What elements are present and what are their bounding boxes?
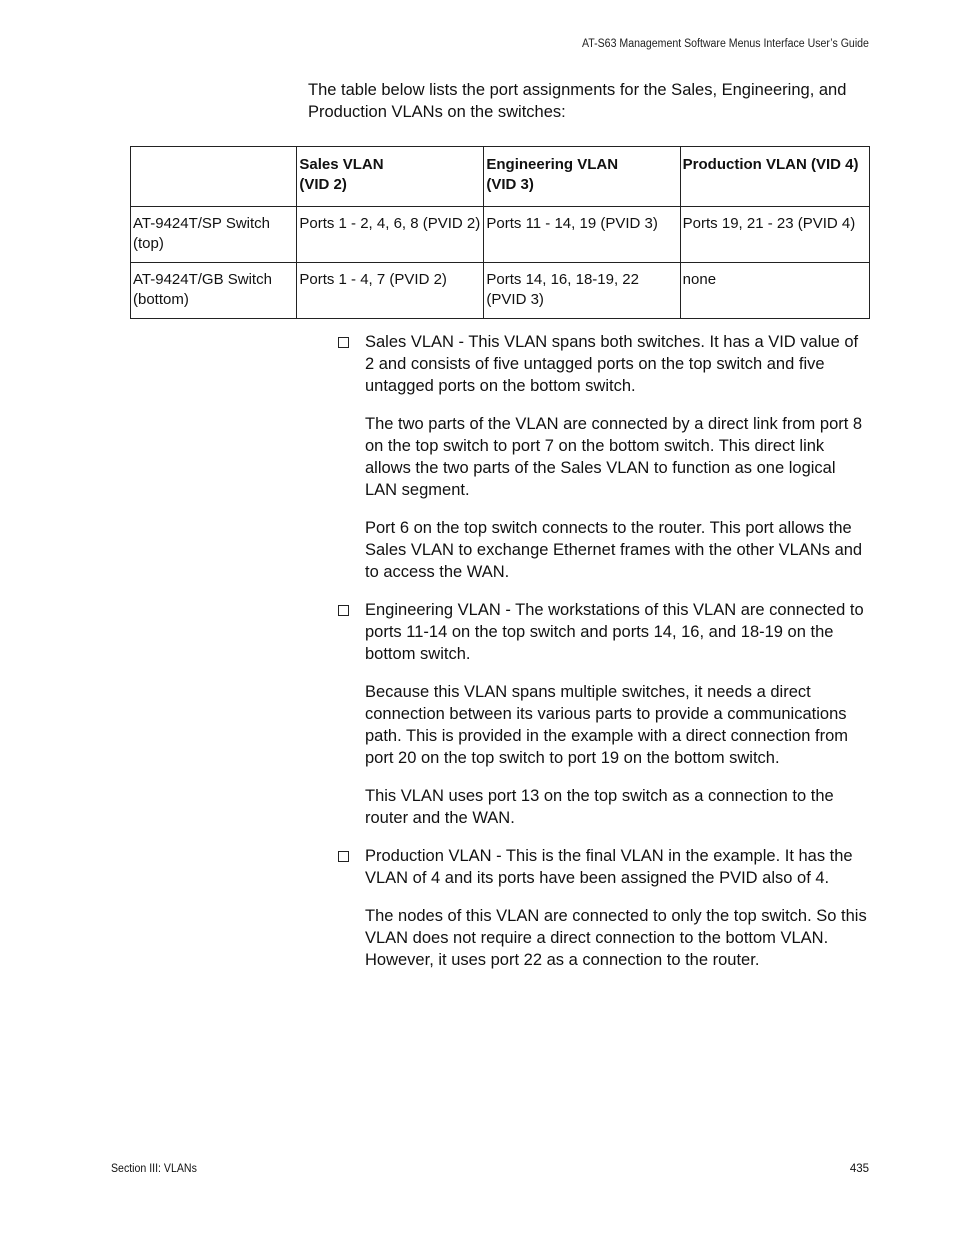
paragraph: Because this VLAN spans multiple switches, it needs a direct connection between its various parts to provide a communications path. This is provided in the example with a direct connection from port 20 on the top switch to port 19 on the bottom switch. xyxy=(365,683,849,767)
table-cell: Ports 14, 16, 18-19, 22 (PVID 3) xyxy=(484,263,680,319)
table-cell: AT-9424T/SP Switch (top) xyxy=(131,207,297,263)
table-cell: Ports 1 - 4, 7 (PVID 2) xyxy=(297,263,484,319)
bullet-text: Engineering VLAN - The workstations of this VLAN are connected to ports 11-14 on the top switch and ports 14, 16, and 18-19 on the bottom switch. xyxy=(365,601,864,663)
table-row xyxy=(131,263,870,319)
table-header-row xyxy=(131,147,870,207)
table-header-cell: Sales VLAN (VID 2) xyxy=(297,147,484,207)
footer-section-title: Section III: VLANs xyxy=(111,1163,197,1175)
bullet-sales-vlan xyxy=(336,331,870,397)
table-cell: AT-9424T/GB Switch (bottom) xyxy=(131,263,297,319)
paragraph: This VLAN uses port 13 on the top switch as a connection to the router and the WAN. xyxy=(365,787,834,827)
table-header-cell: Engineering VLAN (VID 3) xyxy=(484,147,680,207)
intro-paragraph: The table below lists the port assignments for the Sales, Engineering, and Production VLANs on the switches: xyxy=(308,81,847,121)
table-cell: Ports 1 - 2, 4, 6, 8 (PVID 2) xyxy=(297,207,484,263)
table-row xyxy=(131,207,870,263)
bullet-production-vlan xyxy=(336,845,870,889)
bullet-text: Production VLAN - This is the final VLAN in the example. It has the VLAN of 4 and its ports have been assigned the PVID also of 4. xyxy=(365,847,853,887)
table-header-cell: Production VLAN (VID 4) xyxy=(680,147,869,207)
port-assignment-table xyxy=(130,146,870,319)
bullet-text: Sales VLAN - This VLAN spans both switches. It has a VID value of 2 and consists of five untagged ports on the top switch and five untagged ports on the bottom switch. xyxy=(365,333,859,395)
checkbox-bullet-icon xyxy=(338,851,349,862)
paragraph: Port 6 on the top switch connects to the router. This port allows the Sales VLAN to exchange Ethernet frames with the other VLANs and to access the WAN. xyxy=(365,519,863,581)
page-number: 435 xyxy=(849,1163,869,1175)
table-cell: Ports 11 - 14, 19 (PVID 3) xyxy=(484,207,680,263)
paragraph: The two parts of the VLAN are connected by a direct link from port 8 on the top switch to port 7 on the bottom switch. This direct link allows the two parts of the Sales VLAN to function as one logical LAN segment. xyxy=(365,415,863,499)
table-cell: Ports 19, 21 - 23 (PVID 4) xyxy=(680,207,869,263)
body-text xyxy=(336,331,870,987)
table-cell: none xyxy=(680,263,869,319)
running-header: AT-S63 Management Software Menus Interface User’s Guide xyxy=(582,38,869,50)
checkbox-bullet-icon xyxy=(338,337,349,348)
paragraph: The nodes of this VLAN are connected to only the top switch. So this VLAN does not require a direct connection to the bottom VLAN. However, it uses port 22 as a connection to the router. xyxy=(365,907,867,969)
table-header-cell xyxy=(131,147,297,207)
bullet-engineering-vlan xyxy=(336,599,870,665)
checkbox-bullet-icon xyxy=(338,605,349,616)
